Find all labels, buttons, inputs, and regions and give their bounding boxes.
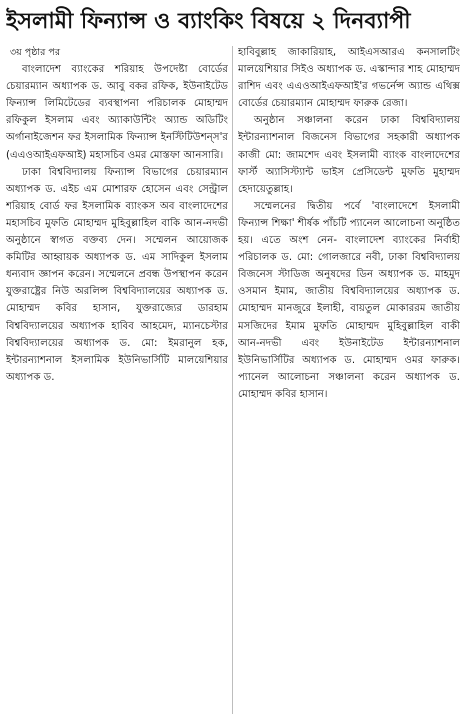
paragraph: বাংলাদেশ ব্যাংকের শরিয়াহ উপদেষ্টা বোর্ডের চেয়ারম্যান অধ্যাপক ড. আবু বকর রফিক, ইউনাইটেড ফিন্যান্স লিমিটেডের ব্যবস্থাপনা পরিচালক মোহাম্মদ রফিকুল ইসলাম এবং অ্যাকাউন্টিং অ্যান্ড অডিটিং অর্গানাইজেশন ফর ইসলামিক ফিন্যান্স ইনস্টিটিউশন্‌স'র (এএওআইএফআই) মহাসচিব ওমর মোস্তফা আনসারি। bbox=[6, 64, 228, 161]
paragraph: ঢাকা বিশ্ববিদ্যালয় ফিন্যান্স বিভাগের চেয়ারম্যান অধ্যাপক ড. এইচ এম মোশারফ হোসেন এবং সেন্ট্রাল শরিয়াহ বোর্ড ফর ইসলামিক ব্যাংকস অব বাংলাদেশের মহাসচিব মুফতি মোহাম্মদ মুহিবুল্লাহিল বাকি আন-নদভী অনুষ্ঠানে স্বাগত বক্তব্য দেন। সম্মেলন আয়োজক কমিটির আহ্বায়ক অধ্যাপক ড. এম সাদিকুল ইসলাম ধন্যবাদ জ্ঞাপন করেন। সম্মেলনে প্রবন্ধ উপস্থাপন করেন যুক্তরাষ্ট্রের নিউ অরলিন্স বিশ্ববিদ্যালয়ের অধ্যাপক ড. মোহাম্মদ কবির হাসান, যুক্তরাজ্যের ডারহাম বিশ্ববিদ্যালয়ের অধ্যাপক হাবিব আহমেদ, ম্যানচেস্টার বিশ্ববিদ্যালয়ের অধ্যাপক ড. মো: ইমরানুল হক, ইন্টারন্যাশনাল ইসলামিক ইউনিভার্সিটি মালয়েশিয়ার অধ্যাপক ড. bbox=[6, 166, 228, 383]
article-column-left bbox=[6, 44, 228, 716]
column-divider bbox=[232, 46, 233, 714]
paragraph: অনুষ্ঠান সঞ্চালনা করেন ঢাকা বিশ্ববিদ্যালয় ইন্টারন্যাশনাল বিজনেস বিভাগের সহকারী অধ্যাপক কাজী মো: জামশেদ এবং ইসলামী ব্যাংক বাংলাদেশের ফার্স্ট অ্যাসিস্ট্যান্ট ভাইস প্রেসিডেন্ট মুফতি মুহাম্মদ হেদায়েতুল্লাহ। bbox=[238, 115, 460, 195]
paragraph: হাবিবুল্লাহ জাকারিয়াহ, আইএসআরএ কনসালটিং মালয়েশিয়ার সিইও অধ্যাপক ড. এস্কান্দার শাহ মোহাম্মদ রাশিদ এবং এএওআইএফআই'র গভর্নেন্স অ্যান্ড এথিক্স বোর্ডের চেয়ারম্যান মোহাম্মদ ফারুক রেজা। bbox=[238, 47, 460, 110]
continuation-note: ৩য় পৃষ্ঠার পর bbox=[10, 47, 61, 58]
paragraph: সম্মেলনের দ্বিতীয় পর্বে 'বাংলাদেশে ইসলামী ফিন্যান্স শিক্ষা' শীর্ষক পাঁচটি প্যানেল আলোচনা অনুষ্ঠিত হয়। এতে অংশ নেন- বাংলাদেশ ব্যাংকের নির্বাহী পরিচালক ড. মো: গোলজারে নবী, ঢাকা বিশ্ববিদ্যালয় বিজনেস স্টাডিজ অনুষদের ডিন অধ্যাপক ড. মাহমুদ ওসমান ইমাম, জাতীয় বিশ্ববিদ্যালয়ের অধ্যাপক ড. মোহাম্মদ মানজুরে ইলাহী, বায়তুল মোকাররম জাতীয় মসজিদের ইমাম মুফতি মোহাম্মদ মুহিবুল্লাহিল বাকী আন-নদভী এবং ইউনাইটেড ইন্টারন্যাশনাল ইউনিভার্সিটির অধ্যাপক ড. মোহাম্মদ ওমর ফারুক। প্যানেল আলোচনা সঞ্চালনা করেন অধ্যাপক ড. মোহাম্মদ কবির হাসান। bbox=[238, 200, 460, 400]
article-column-right bbox=[238, 44, 460, 716]
headline: ইসলামী ফিন্যান্স ও ব্যাংকিং বিষয়ে ২ দিনব্যাপী bbox=[6, 9, 411, 34]
